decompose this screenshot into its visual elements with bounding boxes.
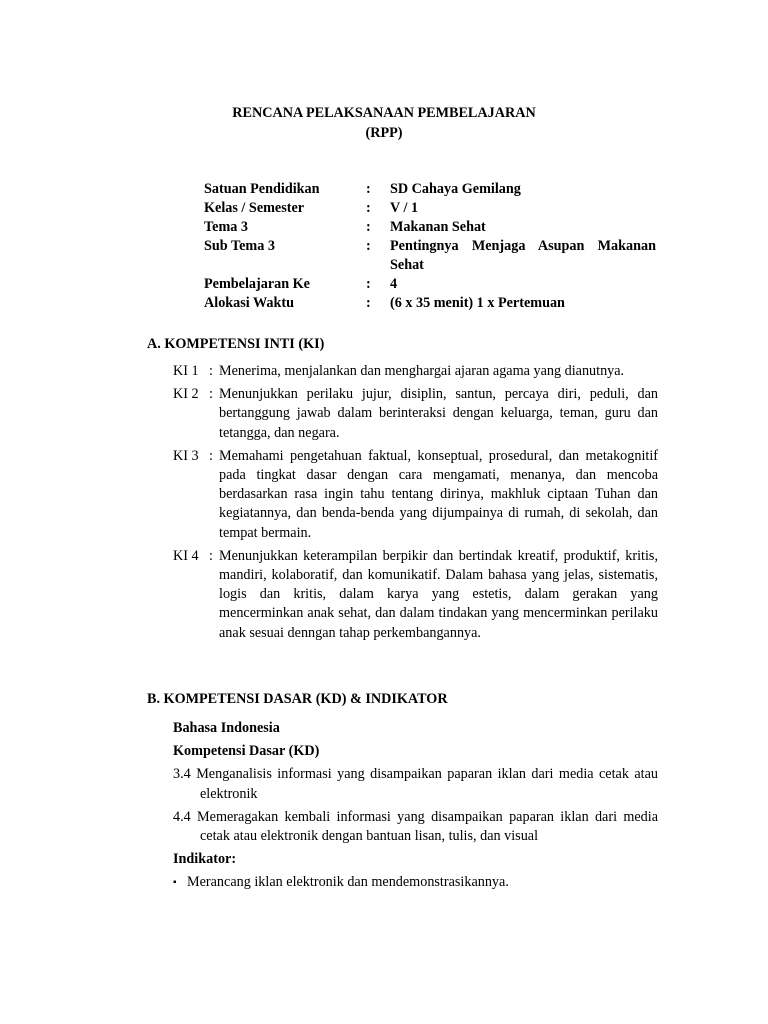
identity-label: Satuan Pendidikan xyxy=(204,181,320,197)
ki-colon: : xyxy=(209,547,213,564)
identity-row-time xyxy=(204,294,664,313)
identity-label: Kelas / Semester xyxy=(204,200,305,216)
kd-block xyxy=(173,719,658,893)
section-b-heading: B. KOMPETENSI DASAR (KD) & INDIKATOR xyxy=(147,691,448,707)
identity-value-line-1: Pentingnya Menjaga Asupan Makanan xyxy=(390,238,656,254)
kd-number: 3.4 xyxy=(173,766,191,783)
identity-label: Pembelajaran Ke xyxy=(204,276,310,292)
identity-value: SD Cahaya Gemilang xyxy=(390,181,521,197)
document-title xyxy=(0,103,768,143)
kd-heading: Kompetensi Dasar (KD) xyxy=(173,743,320,760)
identity-colon: : xyxy=(366,295,371,311)
title-line-1: RENCANA PELAKSANAAN PEMBELAJARAN xyxy=(232,105,536,121)
indicator-item xyxy=(173,873,658,892)
identity-label: Alokasi Waktu xyxy=(204,295,295,311)
identity-row-lesson xyxy=(204,275,664,294)
ki-colon: : xyxy=(209,386,213,403)
ki-label: KI 3 xyxy=(173,447,199,464)
identity-colon: : xyxy=(366,181,371,197)
ki-item xyxy=(173,447,658,543)
identity-label: Tema 3 xyxy=(204,219,249,235)
indicator-text: Merancang iklan elektronik dan mendemonstrasikannya. xyxy=(187,874,509,891)
identity-row-theme xyxy=(204,218,664,237)
ki-item xyxy=(173,362,658,381)
square-bullet-icon: ▪ xyxy=(173,877,177,889)
section-a-heading: A. KOMPETENSI INTI (KI) xyxy=(147,336,325,352)
identity-colon: : xyxy=(366,238,371,254)
ki-colon: : xyxy=(209,447,213,464)
identity-table xyxy=(204,180,664,313)
identity-value: 4 xyxy=(390,276,398,292)
identity-value: Makanan Sehat xyxy=(390,219,486,235)
ki-label: KI 2 xyxy=(173,386,199,403)
identity-row-subtheme xyxy=(204,237,664,275)
ki-text: Menerima, menjalankan dan menghargai ajaran agama yang dianutnya. xyxy=(219,363,625,379)
identity-value: V / 1 xyxy=(390,200,419,216)
identity-value: (6 x 35 menit) 1 x Pertemuan xyxy=(390,295,565,311)
kd-text: Memeragakan kembali informasi yang disampaikan paparan iklan dari media cetak atau elektronik dengan bantuan lisan, tulis, dan visual xyxy=(197,808,658,845)
identity-value xyxy=(390,237,656,275)
title-line-2: (RPP) xyxy=(365,125,403,141)
indicator-heading: Indikator: xyxy=(173,851,237,868)
identity-label: Sub Tema 3 xyxy=(204,238,275,254)
subject-heading: Bahasa Indonesia xyxy=(173,720,280,736)
kd-text: Menganalisis informasi yang disampaikan paparan iklan dari media cetak atau elektronik xyxy=(196,766,659,802)
identity-colon: : xyxy=(366,276,371,292)
ki-label: KI 1 xyxy=(173,363,199,379)
identity-value-line-2: Sehat xyxy=(390,257,424,273)
ki-text: Menunjukkan perilaku jujur, disiplin, santun, percaya diri, peduli, dan bertanggung jawab dalam berinteraksi dengan keluarga, teman, guru dan tetangga, dan negara. xyxy=(219,386,658,441)
ki-item xyxy=(173,385,658,443)
kd-item xyxy=(173,808,658,846)
ki-list xyxy=(173,362,658,647)
ki-text: Menunjukkan keterampilan berpikir dan bertindak kreatif, produktif, kritis, mandiri, kolaboratif, dan komunikatif. Dalam bahasa yang jelas, sistematis, logis dan kritis, dalam karya yang estetis, dalam gerakan yang mencerminkan anak sehat, dan dalam tindakan yang mencerminkan perilaku anak sesuai denngan tahap perkembangannya. xyxy=(219,547,658,641)
identity-row-class xyxy=(204,199,664,218)
ki-colon: : xyxy=(209,363,213,379)
identity-colon: : xyxy=(366,219,371,235)
kd-number: 4.4 xyxy=(173,808,191,825)
ki-text: Memahami pengetahuan faktual, konseptual, prosedural, dan metakognitif pada tingkat dasar dengan cara mengamati, menanya, dan mencoba berdasarkan rasa ingin tahu tentang dirinya, makhluk ciptaan Tuhan dan kegiatannya, dan benda-benda yang dijumpainya di rumah, di sekolah, dan tempat bermain. xyxy=(219,447,658,541)
identity-row-school xyxy=(204,180,664,199)
ki-item xyxy=(173,547,658,643)
kd-item xyxy=(173,765,658,803)
ki-label: KI 4 xyxy=(173,547,199,564)
identity-colon: : xyxy=(366,200,371,216)
